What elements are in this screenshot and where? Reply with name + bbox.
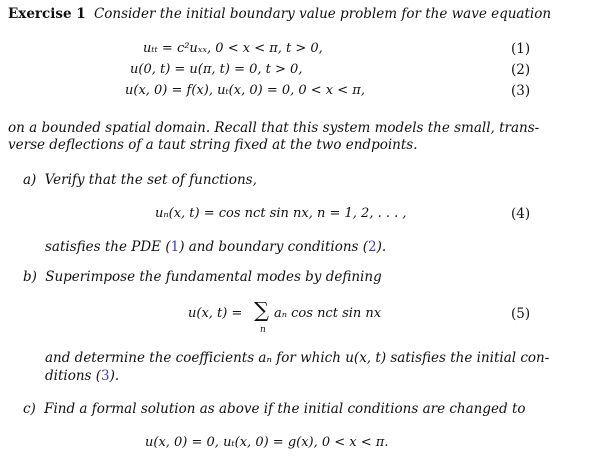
part-b-line-2-text-1: ditions ( <box>45 368 102 384</box>
exercise-intro-text: Consider the initial boundary value problem for the wave equation <box>93 6 552 22</box>
equation-ref-3[interactable]: 3 <box>101 368 110 384</box>
equation-5-rhs: aₙ cos nct sin nx <box>274 306 382 321</box>
part-c-prompt <box>23 401 526 418</box>
equation-number-2: (2) <box>511 62 531 78</box>
part-a-satisfies-text-1: satisfies the PDE ( <box>45 239 171 255</box>
equation-3: u(x, 0) = f(x), uₜ(x, 0) = 0, 0 < x < π, <box>125 83 365 98</box>
part-a-satisfies-text-2: ) and boundary conditions ( <box>179 239 369 255</box>
part-b-text: Superimpose the fundamental modes by defining <box>45 269 382 285</box>
part-b-line-2-text-2: ). <box>109 368 120 384</box>
part-a-satisfies-text-3: ). <box>376 239 387 255</box>
part-b-label: b) <box>23 269 37 285</box>
intro-line-2: verse deflections of a taut string fixed at the two endpoints. <box>8 137 418 153</box>
equation-number-5: (5) <box>511 306 531 322</box>
equation-5-lhs: u(x, t) = <box>188 306 243 321</box>
equation-2: u(0, t) = u(π, t) = 0, t > 0, <box>130 62 303 77</box>
part-a-label: a) <box>23 172 37 188</box>
part-b-line-1: and determine the coefficients aₙ for which u(x, t) satisfies the initial con- <box>45 350 550 366</box>
part-a-text: Verify that the set of functions, <box>44 172 257 188</box>
equation-ref-2[interactable]: 2 <box>368 239 377 255</box>
part-a-prompt <box>23 172 257 189</box>
exercise-heading <box>8 6 551 22</box>
equation-number-1: (1) <box>511 41 531 57</box>
sum-index: n <box>260 325 266 335</box>
equation-number-4: (4) <box>511 206 531 222</box>
part-c-text: Find a formal solution as above if the initial conditions are changed to <box>44 401 526 417</box>
equation-1: uₜₜ = c²uₓₓ, 0 < x < π, t > 0, <box>143 41 323 56</box>
part-c-label: c) <box>23 401 36 417</box>
part-b-line-2 <box>45 368 119 385</box>
equation-ref-1[interactable]: 1 <box>170 239 180 255</box>
equation-6: u(x, 0) = 0, uₜ(x, 0) = g(x), 0 < x < π. <box>145 435 389 450</box>
equation-4: uₙ(x, t) = cos nct sin nx, n = 1, 2, . . . , <box>155 206 407 221</box>
sum-symbol: ∑ <box>254 298 269 322</box>
part-b-prompt <box>23 269 382 286</box>
equation-number-3: (3) <box>511 83 531 99</box>
exercise-label: Exercise 1 <box>8 6 86 22</box>
part-a-satisfies <box>45 239 386 256</box>
intro-line-1: on a bounded spatial domain. Recall that this system models the small, trans- <box>8 120 540 136</box>
